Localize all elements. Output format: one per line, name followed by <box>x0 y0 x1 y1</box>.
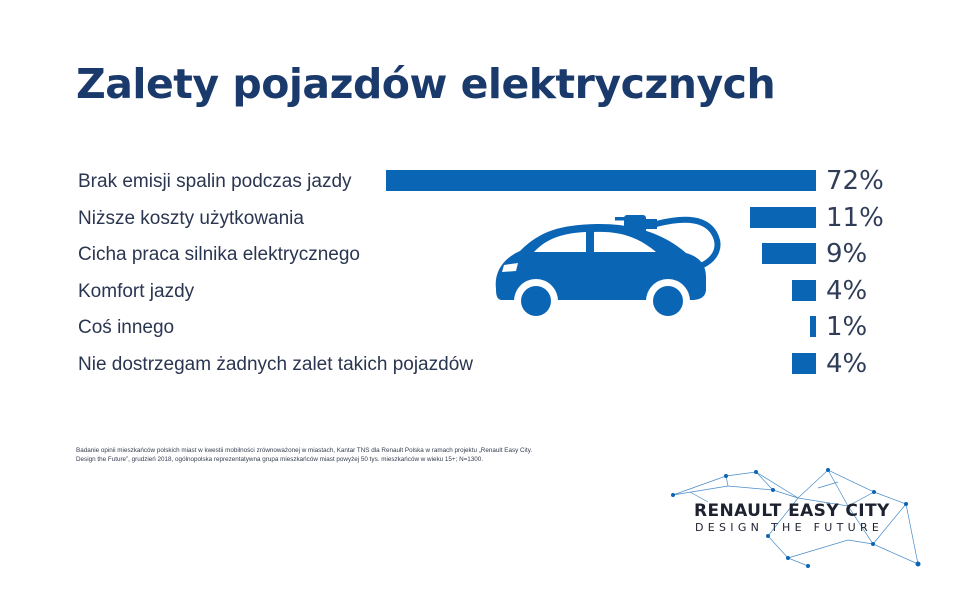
bar <box>750 207 816 228</box>
bar <box>386 170 816 191</box>
category-label: Cicha praca silnika elektrycznego <box>78 244 360 266</box>
category-label: Coś innego <box>78 317 175 339</box>
category-label: Niższe koszty użytkowania <box>78 207 304 229</box>
value-label: 11% <box>826 202 884 233</box>
bar <box>810 316 816 337</box>
brand-name: RENAULT EASY CITY <box>694 501 890 521</box>
value-label: 9% <box>826 239 868 270</box>
category-label: Brak emisji spalin podczas jazdy <box>78 171 352 192</box>
bar <box>792 280 816 301</box>
category-label: Nie dostrzegam żadnych zalet takich pojazdów <box>78 354 473 375</box>
value-label: 4% <box>826 349 868 379</box>
electric-car-icon <box>488 193 728 328</box>
value-label: 72% <box>826 166 884 196</box>
bar <box>792 353 816 374</box>
bar <box>762 243 816 264</box>
category-label: Komfort jazdy <box>78 280 195 302</box>
value-label: 4% <box>826 275 868 306</box>
value-label: 1% <box>826 312 868 343</box>
brand-tagline: DESIGN THE FUTURE <box>695 521 884 534</box>
footnote: Badanie opinii mieszkańców polskich miast w kwestii mobilności zrównoważonej w miastach, Kantar TNS dla Renault Polska w ramach projektu „Renault Easy City. Design the Future”, grudzień 2018, ogólnopolska reprezentatywna grupa mieszkańców miast powyżej 50 tys. mieszkańców w wieku 15+; N=1300. <box>76 447 533 463</box>
chart-title: Zalety pojazdów elektrycznych <box>76 60 776 108</box>
